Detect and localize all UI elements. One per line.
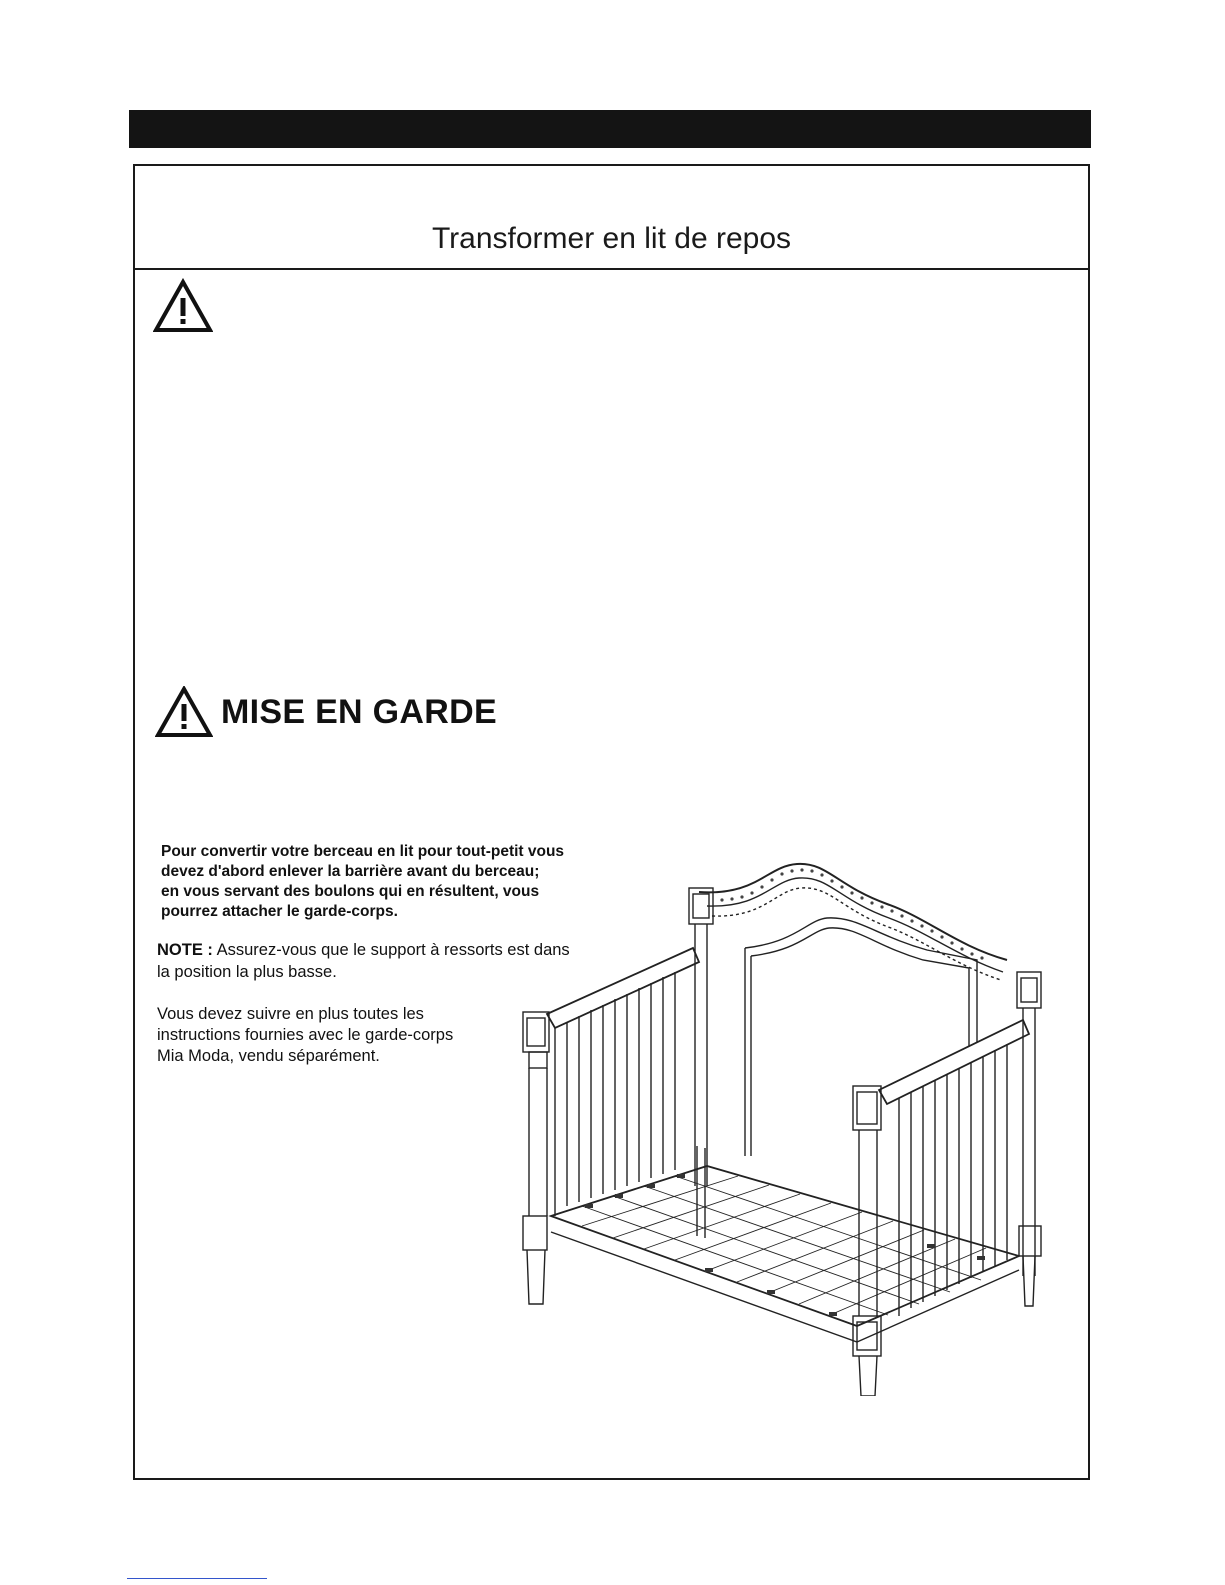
note-label: NOTE : bbox=[157, 941, 213, 959]
content-frame bbox=[133, 164, 1090, 1480]
daybed-illustration bbox=[507, 856, 1067, 1396]
page-title: Transformer en lit de repos bbox=[431, 222, 792, 255]
caution-label: MISE EN GARDE bbox=[221, 692, 497, 731]
note-text: Assurez-vous que le support à ressorts est dans la position la plus basse. bbox=[157, 941, 570, 981]
guard-rail-instructions: Vous devez suivre en plus toutes les instructions fournies avec le garde-corps Mia Moda, vendu séparément. bbox=[157, 1005, 454, 1065]
title-row bbox=[135, 166, 1088, 270]
header-bar bbox=[129, 110, 1091, 148]
caution-heading bbox=[155, 686, 497, 738]
conversion-instructions: Pour convertir votre berceau en lit pour tout-petit vous devez d'abord enlever la barrière avant du berceau; en vous servant des boulons qui en résultent, vous pourrez attacher le garde-corps. bbox=[161, 843, 565, 920]
footer-link-underline[interactable] bbox=[127, 1578, 267, 1579]
warning-triangle-icon bbox=[153, 278, 213, 334]
warning-triangle-icon bbox=[155, 686, 213, 738]
